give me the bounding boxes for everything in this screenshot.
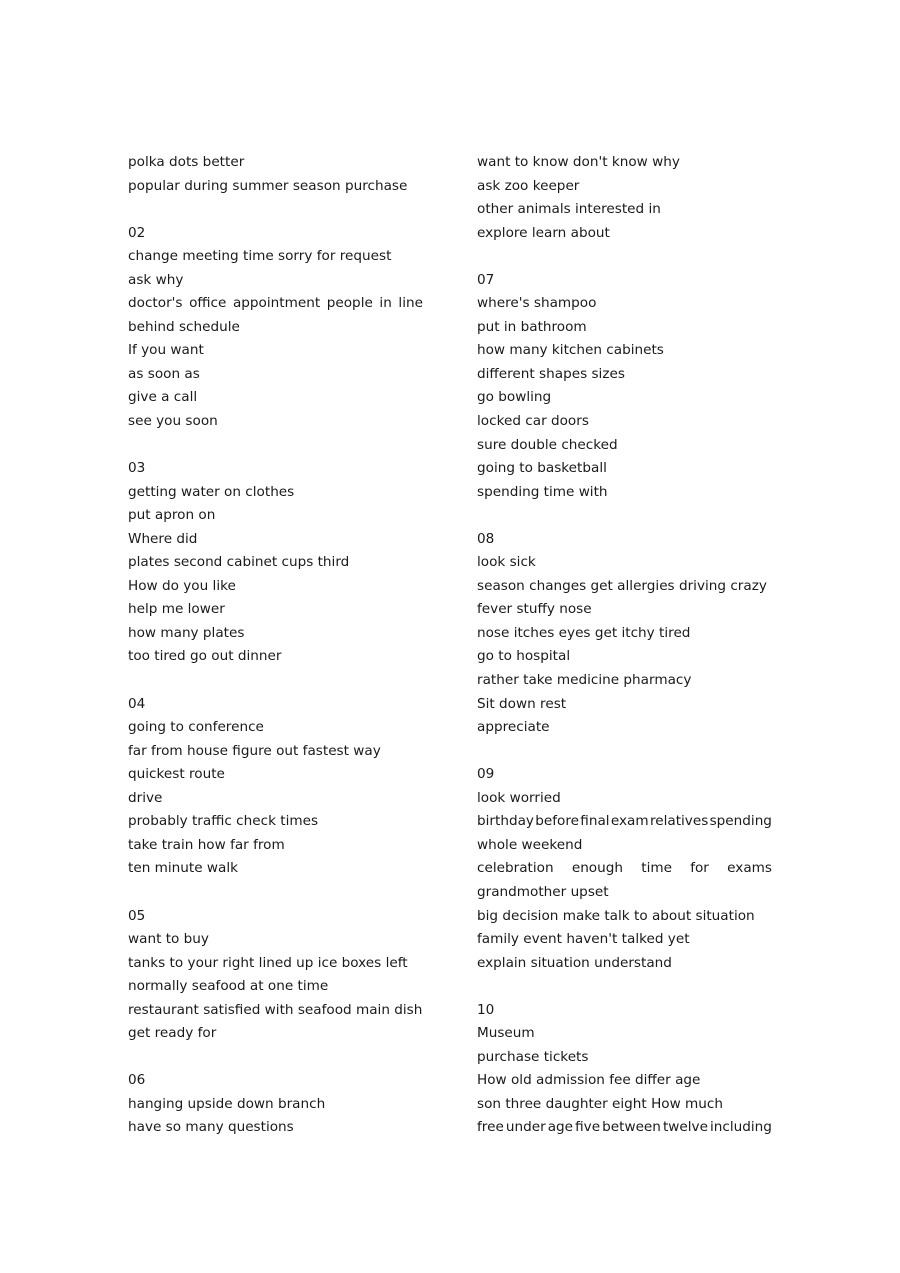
phrase-line: hanging upside down branch xyxy=(128,1095,326,1112)
intro-line: ask zoo keeper xyxy=(477,177,580,194)
phrase-line: as soon as xyxy=(128,365,200,382)
phrase-line: season changes get allergies driving crazy xyxy=(477,577,767,594)
phrase-line: getting water on clothes xyxy=(128,483,295,500)
phrase-line: look sick xyxy=(477,554,536,571)
left-column xyxy=(128,151,423,1140)
blank-line xyxy=(128,198,423,222)
phrase-line: how many plates xyxy=(128,624,245,641)
phrase-line: have so many questions xyxy=(128,1119,294,1136)
phrase-line: far from house figure out fastest way xyxy=(128,742,381,759)
phrase-line: going to conference xyxy=(128,719,264,736)
right-column xyxy=(477,151,772,1140)
phrase-line: help me lower xyxy=(128,601,225,618)
phrase-line: spending time with xyxy=(477,483,608,500)
phrase-line: free under age five between twelve including xyxy=(477,1119,772,1136)
phrase-line: purchase tickets xyxy=(477,1048,589,1065)
phrase-line: going to basketball xyxy=(477,460,607,477)
intro-line: polka dots better xyxy=(128,154,245,170)
phrase-line: see you soon xyxy=(128,413,218,430)
phrase-line: too tired go out dinner xyxy=(128,648,282,665)
section-number: 10 xyxy=(477,1001,495,1018)
phrase-line: family event haven't talked yet xyxy=(477,931,690,948)
blank-line xyxy=(477,504,772,528)
phrase-line: put in bathroom xyxy=(477,318,587,335)
phrase-line: go to hospital xyxy=(477,648,571,665)
blank-line xyxy=(477,740,772,764)
phrase-line: Sit down rest xyxy=(477,695,567,712)
phrase-line: explain situation understand xyxy=(477,954,672,971)
phrase-line: give a call xyxy=(128,389,198,406)
intro-line: want to know don't know why xyxy=(477,154,680,170)
phrase-line: want to buy xyxy=(128,931,209,948)
phrase-line: go bowling xyxy=(477,389,552,406)
phrase-line: rather take medicine pharmacy xyxy=(477,672,692,689)
phrase-line: sure double checked xyxy=(477,436,618,453)
phrase-line: look worried xyxy=(477,789,561,806)
phrase-line: son three daughter eight How much xyxy=(477,1095,724,1112)
blank-line xyxy=(128,434,423,458)
section-number: 04 xyxy=(128,695,146,712)
intro-line: explore learn about xyxy=(477,224,610,241)
section-number: 05 xyxy=(128,907,146,924)
section-number: 08 xyxy=(477,530,495,547)
phrase-line: ask why xyxy=(128,271,184,288)
phrase-line: If you want xyxy=(128,342,204,359)
phrase-line: ten minute walk xyxy=(128,860,238,877)
phrase-line: doctor's office appointment people in line xyxy=(128,295,423,312)
blank-line xyxy=(477,245,772,269)
phrase-line: appreciate xyxy=(477,719,550,736)
blank-line xyxy=(128,1046,423,1070)
phrase-line: grandmother upset xyxy=(477,883,609,900)
phrase-line: restaurant satisfied with seafood main dish xyxy=(128,1001,423,1018)
phrase-line: tanks to your right lined up ice boxes left xyxy=(128,954,408,971)
intro-line: other animals interested in xyxy=(477,201,661,218)
phrase-line: plates second cabinet cups third xyxy=(128,554,350,571)
phrase-line: put apron on xyxy=(128,507,216,524)
section-number: 03 xyxy=(128,460,146,477)
phrase-line: different shapes sizes xyxy=(477,365,625,382)
section-number: 06 xyxy=(128,1072,146,1089)
phrase-line: how many kitchen cabinets xyxy=(477,342,664,359)
blank-line xyxy=(128,669,423,693)
phrase-line: How old admission fee differ age xyxy=(477,1072,701,1089)
phrase-line: change meeting time sorry for request xyxy=(128,248,392,265)
phrase-line: birthday before final exam relatives spending xyxy=(477,813,772,830)
phrase-line: nose itches eyes get itchy tired xyxy=(477,624,691,641)
phrase-line: fever stuffy nose xyxy=(477,601,592,618)
blank-line xyxy=(477,975,772,999)
phrase-line: take train how far from xyxy=(128,836,285,853)
phrase-line: How do you like xyxy=(128,577,236,594)
section-number: 07 xyxy=(477,271,495,288)
phrase-line: drive xyxy=(128,789,163,806)
blank-line xyxy=(128,881,423,905)
phrase-line: celebration enough time for exams xyxy=(477,860,772,877)
phrase-line: whole weekend xyxy=(477,836,583,853)
intro-line: popular during summer season purchase xyxy=(128,177,408,194)
section-number: 02 xyxy=(128,224,146,241)
phrase-line: big decision make talk to about situation xyxy=(477,907,755,924)
phrase-line: normally seafood at one time xyxy=(128,978,329,995)
phrase-line: where's shampoo xyxy=(477,295,597,312)
phrase-line: get ready for xyxy=(128,1025,217,1042)
phrase-line: Museum xyxy=(477,1025,535,1042)
phrase-line: quickest route xyxy=(128,766,225,783)
phrase-line: behind schedule xyxy=(128,318,240,335)
phrase-line: locked car doors xyxy=(477,413,589,430)
phrase-line: probably traffic check times xyxy=(128,813,319,830)
section-number: 09 xyxy=(477,766,495,783)
phrase-line: Where did xyxy=(128,530,198,547)
